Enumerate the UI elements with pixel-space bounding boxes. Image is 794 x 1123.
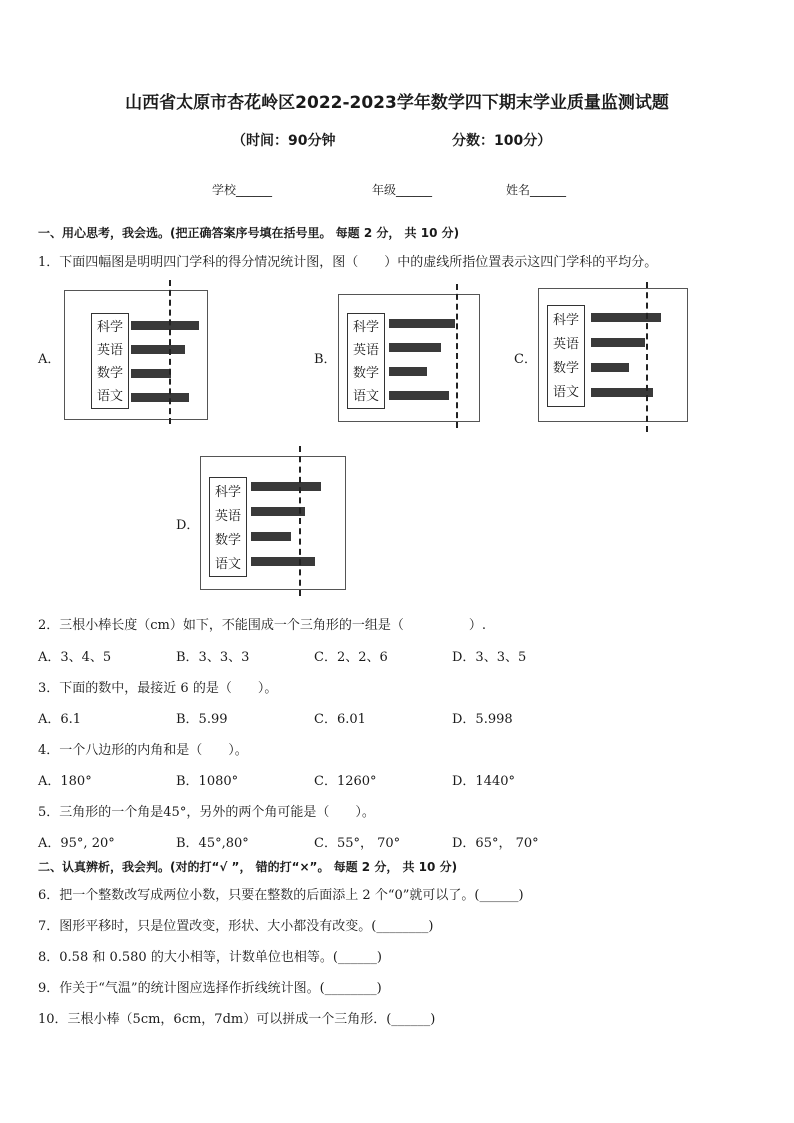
subject-label: 语文 xyxy=(96,389,123,404)
option-d[interactable]: D．3、3、5 xyxy=(452,650,527,665)
subject-label: 语文 xyxy=(214,557,241,572)
option-a[interactable]: A．95°, 20° xyxy=(38,836,115,851)
chart-bar xyxy=(251,507,305,516)
question-text: 0.58 和 0.580 的大小相等，计数单位也相等。(______) xyxy=(59,950,382,965)
average-dashed-line xyxy=(456,284,458,428)
chart-bar xyxy=(131,321,199,330)
question-text: 作关于“气温”的统计图应选择作折线统计图。(________) xyxy=(59,981,382,996)
subject-label: 数学 xyxy=(552,361,579,376)
chart-bar xyxy=(591,313,661,322)
chart-bar xyxy=(389,319,455,328)
subject-label: 数学 xyxy=(352,366,379,381)
question-2 xyxy=(38,614,486,633)
option-b[interactable]: B．45°,80° xyxy=(176,836,249,851)
subject-label: 数学 xyxy=(96,366,123,381)
option-c[interactable]: C．1260° xyxy=(314,774,377,789)
question-text: 三角形的一个角是45°，另外的两个角可能是（ ）。 xyxy=(59,805,375,820)
chart-bar xyxy=(389,343,441,352)
question-text: 下面四幅图是明明四门学科的得分情况统计图，图（ ）中的虚线所指位置表示这四门学科的平均分。 xyxy=(59,255,658,270)
subject-label: 语文 xyxy=(552,385,579,400)
option-d[interactable]: D．5.998 xyxy=(452,712,513,727)
question-4 xyxy=(38,739,248,758)
option-a[interactable]: A．6.1 xyxy=(38,712,82,727)
option-b[interactable]: B．1080° xyxy=(176,774,239,789)
question-number: 10． xyxy=(38,1012,68,1027)
question-text: 下面的数中，最接近 6 的是（ ）。 xyxy=(59,681,278,696)
question-number: 1． xyxy=(38,255,60,270)
question-5 xyxy=(38,801,375,820)
chart-bar xyxy=(251,557,315,566)
option-d[interactable]: D．1440° xyxy=(452,774,516,789)
subject-label: 英语 xyxy=(552,337,579,352)
chart-bar xyxy=(131,393,189,402)
question-3 xyxy=(38,677,277,696)
option-a[interactable]: A．3、4、5 xyxy=(38,650,112,665)
chart-bar xyxy=(131,345,185,354)
page-title: 山西省太原市杏花岭区2022-2023学年数学四下期末学业质量监测试题 xyxy=(125,93,669,113)
chart-bar xyxy=(389,367,427,376)
option-b[interactable]: B．5.99 xyxy=(176,712,228,727)
question-text: 把一个整数改写成两位小数，只要在整数的后面添上 2 个“0”就可以了。(______) xyxy=(59,888,524,903)
question-number: 6． xyxy=(38,888,60,903)
question-6 xyxy=(38,884,524,903)
question-9 xyxy=(38,977,382,996)
subject-label: 科学 xyxy=(552,313,579,328)
school-field[interactable]: 学校______ xyxy=(212,183,273,197)
subject-label-box xyxy=(91,313,129,409)
question-number: 4． xyxy=(38,743,60,758)
chart-bar xyxy=(389,391,449,400)
option-c[interactable]: C．55°， 70° xyxy=(314,836,401,851)
question-number: 9． xyxy=(38,981,60,996)
question-7 xyxy=(38,915,433,934)
question-text: 图形平移时，只是位置改变，形状、大小都没有改变。(________) xyxy=(59,919,434,934)
chart-bar xyxy=(251,532,291,541)
question-text: 三根小棒（5cm，6cm，7dm）可以拼成一个三角形．(______) xyxy=(67,1012,436,1027)
subject-label: 科学 xyxy=(96,320,123,335)
subject-label: 数学 xyxy=(214,533,241,548)
chart-b xyxy=(338,294,480,422)
question-text: 三根小棒长度（cm）如下，不能围成一个三角形的一组是（ ）. xyxy=(59,618,487,633)
average-dashed-line xyxy=(646,282,648,432)
subject-label: 英语 xyxy=(352,343,379,358)
option-d-label[interactable]: D． xyxy=(176,518,200,533)
question-number: 8． xyxy=(38,950,60,965)
average-dashed-line xyxy=(299,446,301,596)
chart-a xyxy=(64,290,208,420)
question-number: 7． xyxy=(38,919,60,934)
option-c-label[interactable]: C． xyxy=(514,352,537,367)
exam-score: 分数：100分） xyxy=(452,133,552,149)
name-field[interactable]: 姓名______ xyxy=(506,183,567,197)
exam-time: （时间：90分钟 xyxy=(232,133,336,149)
subject-label-box xyxy=(347,313,385,409)
question-text: 一个八边形的内角和是（ ）。 xyxy=(59,743,248,758)
subject-label-box xyxy=(547,305,585,407)
option-b[interactable]: B．3、3、3 xyxy=(176,650,250,665)
subject-label: 科学 xyxy=(214,485,241,500)
chart-c xyxy=(538,288,688,422)
chart-bar xyxy=(591,363,629,372)
option-c[interactable]: C．6.01 xyxy=(314,712,366,727)
question-8 xyxy=(38,946,382,965)
average-dashed-line xyxy=(169,280,171,424)
grade-field[interactable]: 年级______ xyxy=(372,183,433,197)
chart-d xyxy=(200,456,346,590)
question-number: 3． xyxy=(38,681,60,696)
chart-bar xyxy=(131,369,171,378)
question-number: 5． xyxy=(38,805,60,820)
subject-label-box xyxy=(209,477,247,577)
option-d[interactable]: D．65°， 70° xyxy=(452,836,539,851)
option-a-label[interactable]: A． xyxy=(38,352,61,367)
section-2-heading: 二、认真辨析，我会判。(对的打“√ ”， 错的打“×”。 每题 2 分， 共 10 分) xyxy=(38,860,458,874)
subject-label: 英语 xyxy=(96,343,123,358)
subject-label: 语文 xyxy=(352,389,379,404)
question-1 xyxy=(38,251,657,270)
question-number: 2． xyxy=(38,618,60,633)
option-c[interactable]: C．2、2、6 xyxy=(314,650,388,665)
chart-bar xyxy=(251,482,321,491)
chart-bar xyxy=(591,388,653,397)
question-10 xyxy=(38,1008,435,1027)
section-1-heading: 一、用心思考，我会选。(把正确答案序号填在括号里。 每题 2 分， 共 10 分) xyxy=(38,226,460,240)
option-b-label[interactable]: B． xyxy=(314,352,337,367)
subject-label: 英语 xyxy=(214,509,241,524)
subject-label: 科学 xyxy=(352,320,379,335)
option-a[interactable]: A．180° xyxy=(38,774,92,789)
chart-bar xyxy=(591,338,645,347)
